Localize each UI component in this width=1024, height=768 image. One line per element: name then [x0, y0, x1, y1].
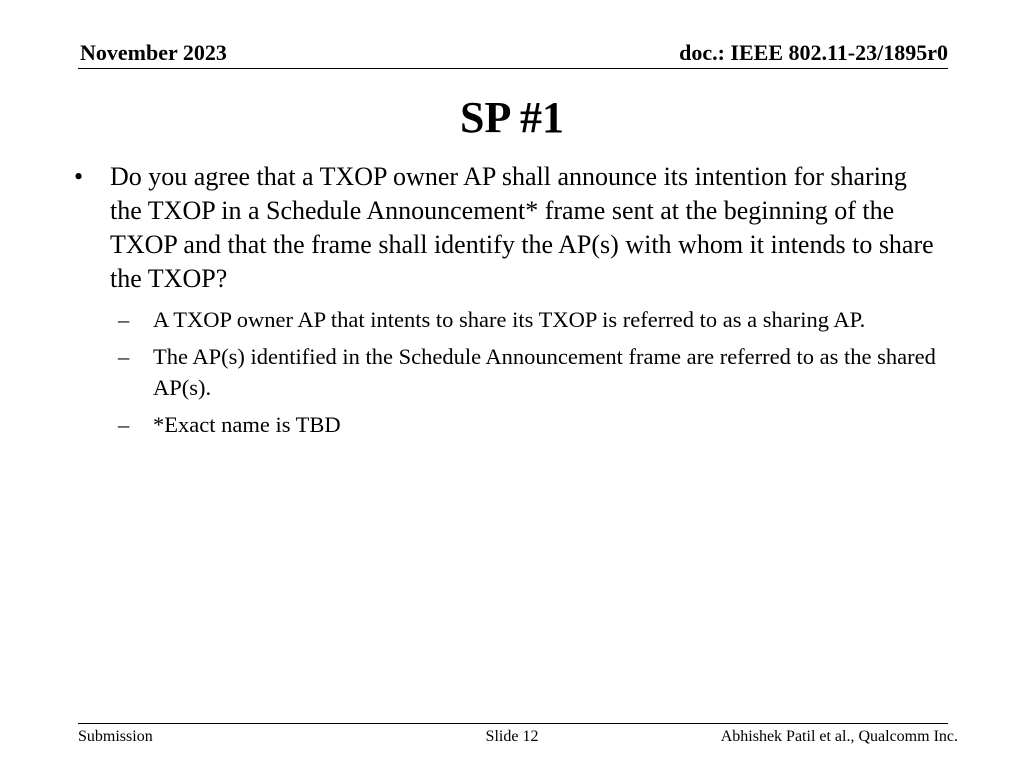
sub-bullet-item: [118, 409, 944, 440]
sub-bullet-item: [118, 341, 944, 403]
sub-bullet-marker: –: [118, 307, 130, 332]
footer-authors: Abhishek Patil et al., Qualcomm Inc.: [720, 728, 958, 745]
sub-bullet-marker: –: [118, 344, 130, 369]
header-rule: [78, 68, 948, 69]
slide-content: [74, 160, 944, 446]
header-doc-id: doc.: IEEE 802.11-23/1895r0: [679, 40, 948, 65]
footer-submission: Submission: [78, 728, 153, 745]
footer-rule: [78, 723, 948, 724]
bullet-marker: •: [74, 162, 84, 191]
header-date: November 2023: [80, 40, 227, 65]
sub-bullet-list: [74, 304, 944, 440]
sub-bullet-text: *Exact name is TBD: [153, 412, 341, 437]
sub-bullet-marker: –: [118, 412, 130, 437]
sub-bullet-text: The AP(s) identified in the Schedule Announcement frame are referred to as the shared AP(s).: [153, 344, 936, 400]
footer-slide-number: Slide 12: [485, 728, 539, 745]
sub-bullet-item: [118, 304, 944, 335]
bullet-item: [74, 160, 944, 296]
bullet-text: Do you agree that a TXOP owner AP shall announce its intention for sharing the TXOP in a Schedule Announcement* frame sent at the beginning of the TXOP and that the frame shall identify the AP(s) with whom it intends to share the TXOP?: [110, 162, 934, 293]
slide-title: SP #1: [460, 93, 564, 142]
sub-bullet-text: A TXOP owner AP that intents to share its TXOP is referred to as a sharing AP.: [153, 307, 866, 332]
